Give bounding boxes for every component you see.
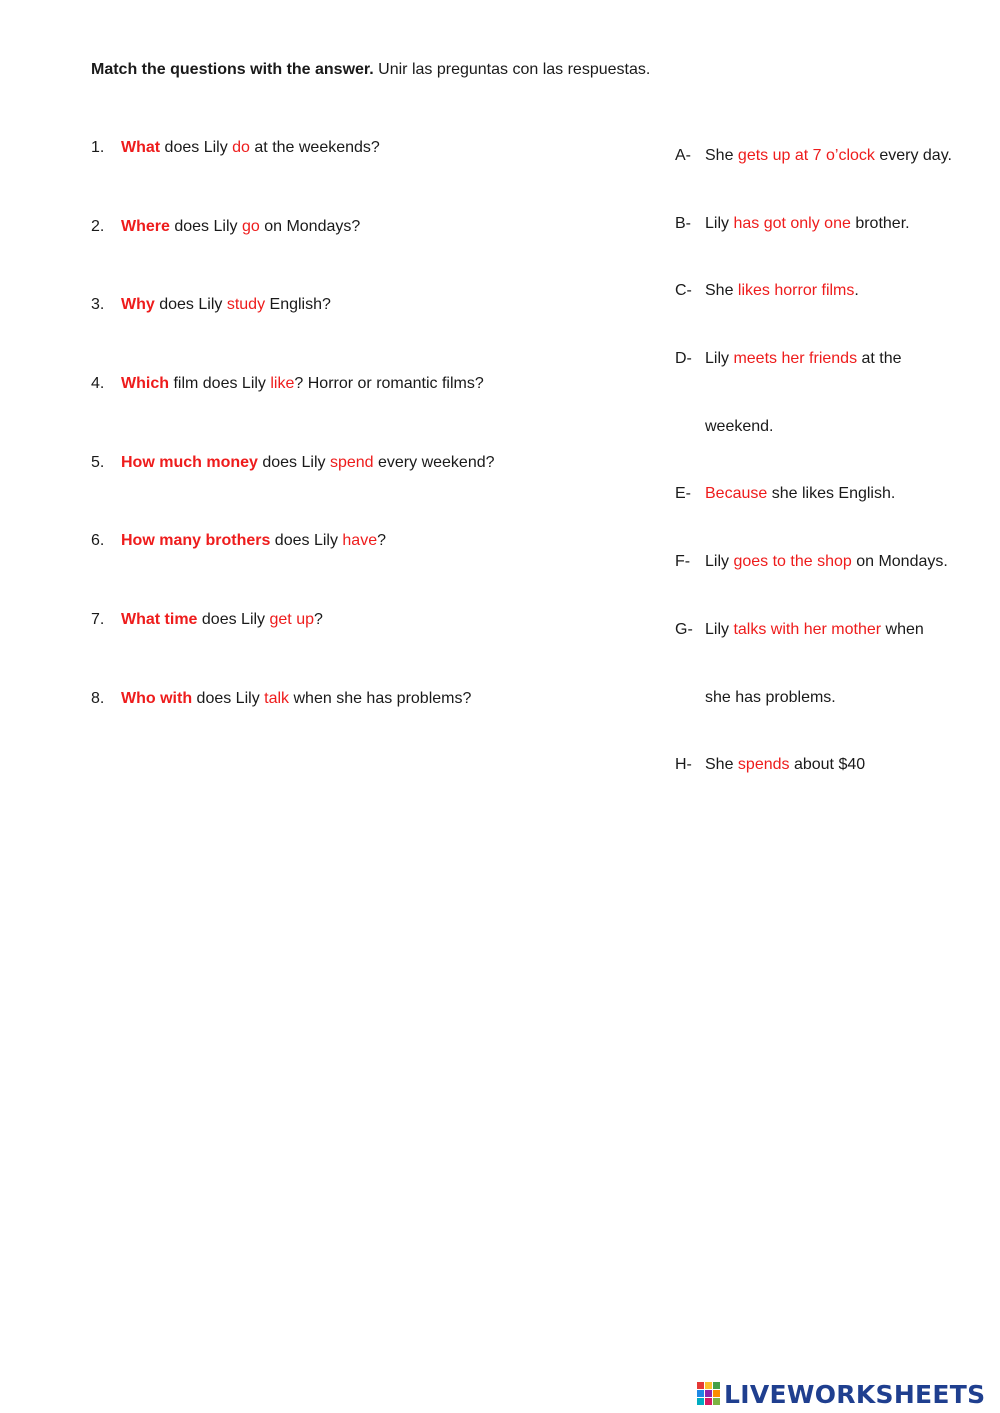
question-keyword: Why: [121, 296, 155, 314]
question-keyword: go: [241, 217, 260, 235]
question-number: 2.: [91, 217, 105, 235]
question-text: every weekend?: [373, 453, 495, 471]
question-text: does Lily: [160, 139, 233, 156]
question-text: does Lily: [197, 611, 270, 629]
question-number: 1.: [91, 139, 105, 156]
question-item: [91, 139, 651, 218]
question-keyword: Where: [121, 217, 170, 235]
answer-keyword: talks with her mother: [733, 620, 882, 638]
answer-keyword: Because: [705, 485, 768, 503]
question-text: at the weekends?: [249, 139, 380, 156]
question-keyword: Who with: [121, 689, 193, 707]
question-item: [91, 690, 651, 769]
question-number: 3.: [91, 296, 105, 314]
answer-keyword: likes horror films: [737, 282, 855, 300]
question-keyword: talk: [264, 689, 290, 707]
answer-keyword: spends: [737, 756, 790, 774]
question-keyword: get up: [269, 611, 314, 629]
question-number: 5.: [91, 453, 105, 471]
question-text: ? Horror or romantic films?: [294, 375, 484, 393]
answer-text: every day.: [874, 147, 952, 164]
question-text: does Lily: [154, 296, 227, 314]
answer-text: brother.: [850, 214, 910, 232]
answer-letter: E-: [675, 485, 691, 503]
question-keyword: like: [270, 375, 295, 393]
question-text: does Lily: [169, 217, 242, 235]
liveworksheets-logo: [697, 1379, 985, 1409]
answer-text: She: [705, 147, 738, 164]
logo-text: LIVEWORKSHEETS: [724, 1379, 986, 1409]
question-item: [91, 532, 651, 611]
answer-item: [675, 350, 995, 418]
question-text: does Lily: [192, 689, 265, 707]
question-keyword: What time: [121, 611, 198, 629]
answer-continuation: weekend.: [705, 417, 774, 435]
answer-text: at the: [857, 350, 902, 368]
answer-item: [675, 756, 995, 824]
question-item: [91, 375, 651, 454]
question-keyword: have: [342, 532, 378, 550]
question-number: 4.: [91, 375, 105, 393]
question-text: on Mondays?: [259, 217, 361, 235]
answer-item: [675, 553, 995, 621]
answer-letter: A-: [675, 147, 691, 164]
answer-text: about $40: [789, 756, 866, 774]
question-keyword: Which: [121, 375, 169, 393]
answer-item: [675, 215, 995, 283]
answer-text: She: [705, 282, 738, 300]
answer-continuation: she has problems.: [705, 688, 836, 706]
question-item: [91, 454, 651, 533]
question-keyword: How many brothers: [121, 532, 271, 550]
answer-text: Lily: [705, 350, 734, 368]
answer-text: Lily: [705, 620, 734, 638]
question-text: film does Lily: [169, 375, 271, 393]
answer-text: she likes English.: [767, 485, 896, 503]
answer-text: on Mondays.: [851, 553, 948, 571]
answer-keyword: has got only one: [733, 214, 851, 232]
answer-keyword: gets up at 7 o’clock: [737, 147, 875, 164]
answer-letter: C-: [675, 282, 692, 300]
answer-letter: H-: [675, 756, 692, 774]
instruction-normal: Unir las preguntas con las respuestas.: [373, 61, 651, 78]
answers-list: [675, 147, 995, 824]
answer-letter: F-: [675, 553, 691, 571]
liveworksheets-logo-icon: [697, 1382, 721, 1406]
question-text: when she has problems?: [289, 689, 472, 707]
question-keyword: spend: [329, 453, 374, 471]
answer-keyword: goes to the shop: [733, 553, 852, 571]
question-text: ?: [313, 611, 323, 629]
question-item: [91, 296, 651, 375]
answer-text: Lily: [705, 214, 734, 232]
question-number: 6.: [91, 532, 105, 550]
question-number: 8.: [91, 689, 105, 707]
answer-letter: D-: [675, 350, 692, 368]
answer-text: when: [881, 620, 924, 638]
instruction-bold: Match the questions with the answer.: [91, 61, 374, 78]
question-item: [91, 611, 651, 690]
answer-keyword: meets her friends: [733, 350, 858, 368]
question-keyword: do: [232, 139, 250, 156]
question-text: does Lily: [257, 453, 330, 471]
question-text: does Lily: [270, 532, 343, 550]
questions-list: [91, 139, 651, 769]
question-item: [91, 218, 651, 297]
answer-text: .: [854, 282, 859, 300]
answer-letter: G-: [675, 620, 693, 638]
instruction: [91, 61, 650, 79]
question-text: ?: [377, 532, 387, 550]
answer-item: [675, 282, 995, 350]
answer-item: [675, 147, 995, 215]
answer-item: [675, 621, 995, 689]
question-keyword: study: [226, 296, 266, 314]
question-keyword: How much money: [121, 453, 258, 471]
answer-text: She: [705, 756, 738, 774]
answer-text: Lily: [705, 553, 734, 571]
answer-letter: B-: [675, 214, 691, 232]
question-number: 7.: [91, 611, 105, 629]
question-keyword: What: [121, 139, 161, 156]
question-text: English?: [265, 296, 331, 314]
answer-item: [675, 485, 995, 553]
